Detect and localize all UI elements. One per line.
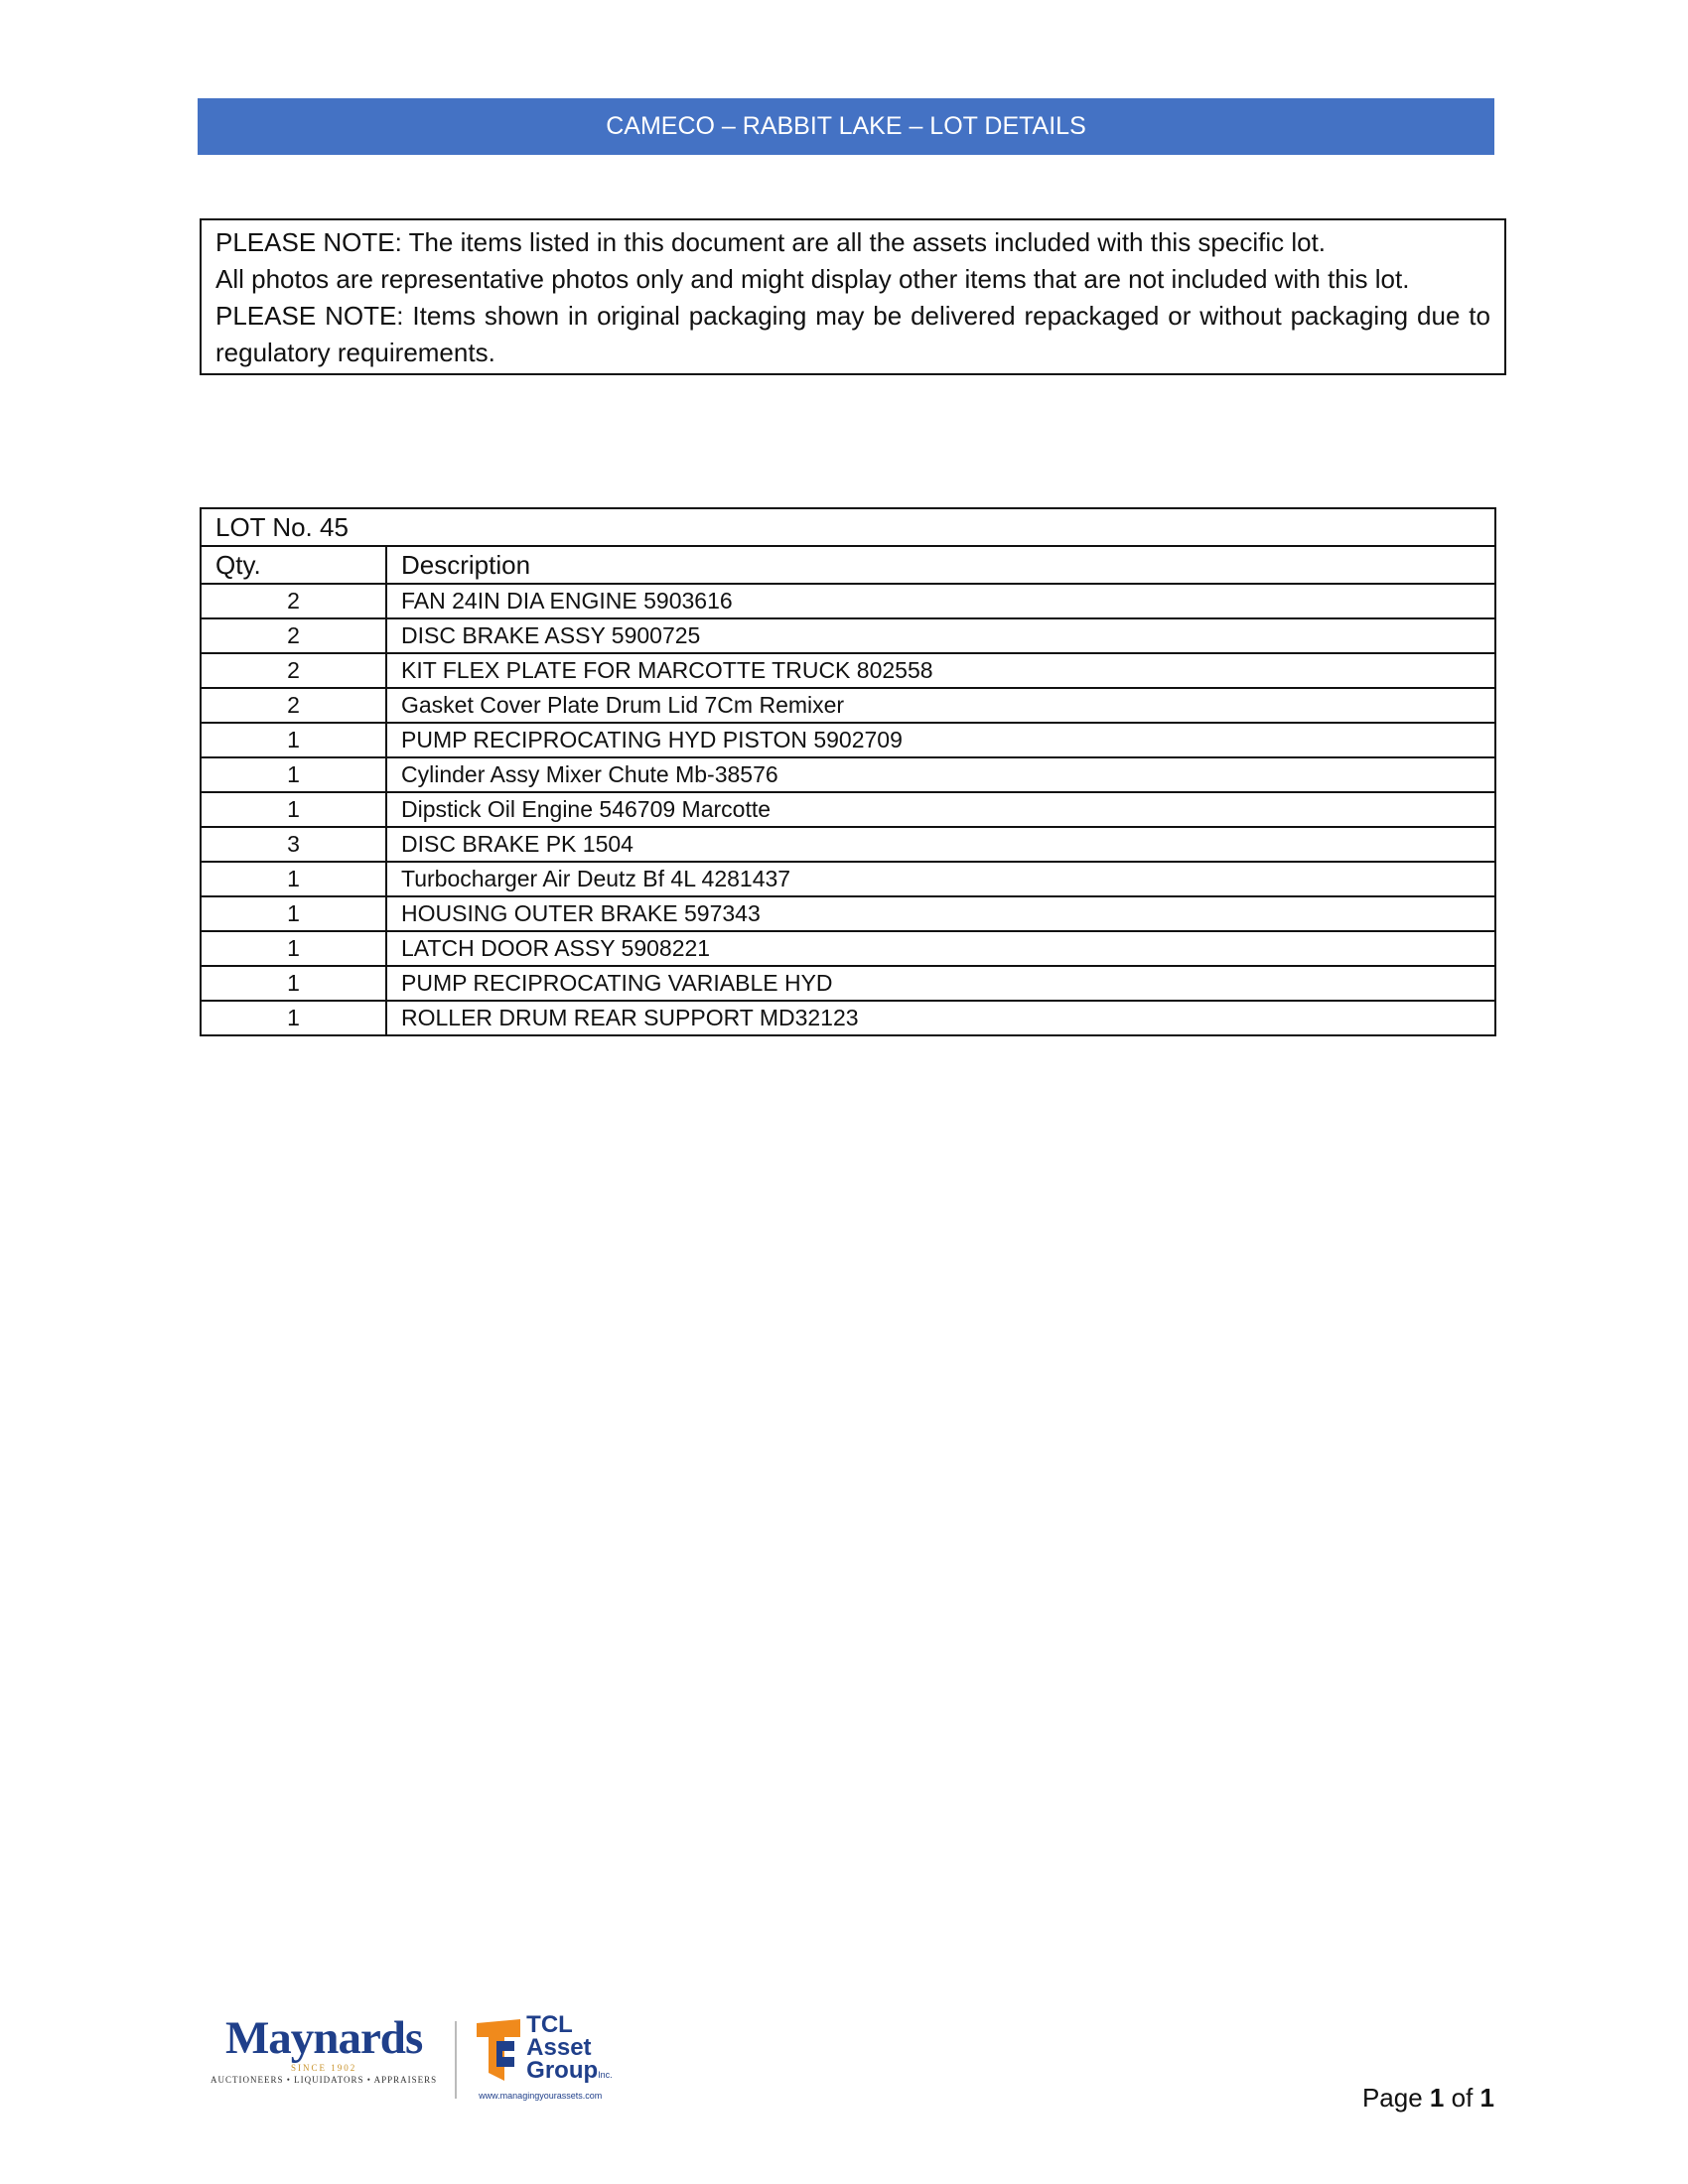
table-row — [201, 1001, 1495, 1035]
item-description: Dipstick Oil Engine 546709 Marcotte — [386, 792, 1495, 827]
item-qty: 2 — [201, 688, 386, 723]
notice-line-3: PLEASE NOTE: Items shown in original packaging may be delivered repackaged or without packaging due to regulatory requirements. — [215, 301, 1490, 367]
tcl-line-3: Group — [526, 2057, 599, 2084]
item-description: Gasket Cover Plate Drum Lid 7Cm Remixer — [386, 688, 1495, 723]
maynards-wordmark: Maynards — [224, 2012, 423, 2064]
notice-line-1: PLEASE NOTE: The items listed in this document are all the assets included with this specific lot. — [215, 227, 1327, 257]
table-row — [201, 618, 1495, 653]
table-row — [201, 757, 1495, 792]
item-qty: 3 — [201, 827, 386, 862]
item-description: ROLLER DRUM REAR SUPPORT MD32123 — [386, 1001, 1495, 1035]
notice-box — [200, 218, 1506, 375]
table-row — [201, 862, 1495, 896]
item-qty: 2 — [201, 653, 386, 688]
item-description: HOUSING OUTER BRAKE 597343 — [386, 896, 1495, 931]
item-description: PUMP RECIPROCATING HYD PISTON 5902709 — [386, 723, 1495, 757]
item-qty: 1 — [201, 966, 386, 1001]
item-qty: 1 — [201, 931, 386, 966]
lot-number: LOT No. 45 — [201, 508, 1495, 546]
table-row — [201, 896, 1495, 931]
lot-title-row — [201, 508, 1495, 546]
table-row — [201, 827, 1495, 862]
qty-header: Qty. — [201, 546, 386, 584]
page-label: Page — [1361, 2083, 1423, 2113]
table-header-row — [201, 546, 1495, 584]
tcl-line-2: Asset — [526, 2034, 592, 2061]
description-header: Description — [386, 546, 1495, 584]
item-description: DISC BRAKE PK 1504 — [386, 827, 1495, 862]
tcl-line-1: TCL — [526, 2011, 573, 2038]
table-row — [201, 723, 1495, 757]
item-qty: 2 — [201, 584, 386, 618]
notice-line-2: All photos are representative photos only and might display other items that are not included with this lot. — [215, 264, 1410, 294]
item-description: LATCH DOOR ASSY 5908221 — [386, 931, 1495, 966]
lot-table — [200, 507, 1496, 1036]
maynards-logo — [211, 2013, 437, 2087]
page-current: 1 — [1429, 2083, 1445, 2113]
maynards-since: SINCE 1902 — [290, 2063, 357, 2073]
item-description: Turbocharger Air Deutz Bf 4L 4281437 — [386, 862, 1495, 896]
item-description: DISC BRAKE ASSY 5900725 — [386, 618, 1495, 653]
tcl-inc: Inc. — [598, 2070, 613, 2080]
item-description: KIT FLEX PLATE FOR MARCOTTE TRUCK 802558 — [386, 653, 1495, 688]
item-qty: 1 — [201, 896, 386, 931]
table-row — [201, 688, 1495, 723]
tcl-url: www.managingyourassets.com — [479, 2091, 603, 2101]
item-description: PUMP RECIPROCATING VARIABLE HYD — [386, 966, 1495, 1001]
item-qty: 1 — [201, 1001, 386, 1035]
item-qty: 1 — [201, 792, 386, 827]
item-qty: 1 — [201, 757, 386, 792]
page-of: of — [1451, 2083, 1474, 2113]
logo-divider — [455, 2021, 457, 2099]
item-qty: 1 — [201, 723, 386, 757]
table-row — [201, 931, 1495, 966]
item-qty: 1 — [201, 862, 386, 896]
table-row — [201, 966, 1495, 1001]
tcl-logo — [475, 2013, 613, 2101]
item-description: Cylinder Assy Mixer Chute Mb-38576 — [386, 757, 1495, 792]
page-title: CAMECO – RABBIT LAKE – LOT DETAILS — [606, 112, 1086, 140]
item-description: FAN 24IN DIA ENGINE 5903616 — [386, 584, 1495, 618]
table-row — [201, 584, 1495, 618]
item-qty: 2 — [201, 618, 386, 653]
page-header-bar — [198, 98, 1494, 155]
footer-logos — [211, 2013, 613, 2113]
tcl-mark-icon — [475, 2017, 522, 2083]
table-row — [201, 653, 1495, 688]
page-number — [1362, 2083, 1494, 2114]
maynards-tagline: AUCTIONEERS • LIQUIDATORS • APPRAISERS — [211, 2075, 438, 2085]
page-total: 1 — [1479, 2083, 1494, 2113]
table-row — [201, 792, 1495, 827]
